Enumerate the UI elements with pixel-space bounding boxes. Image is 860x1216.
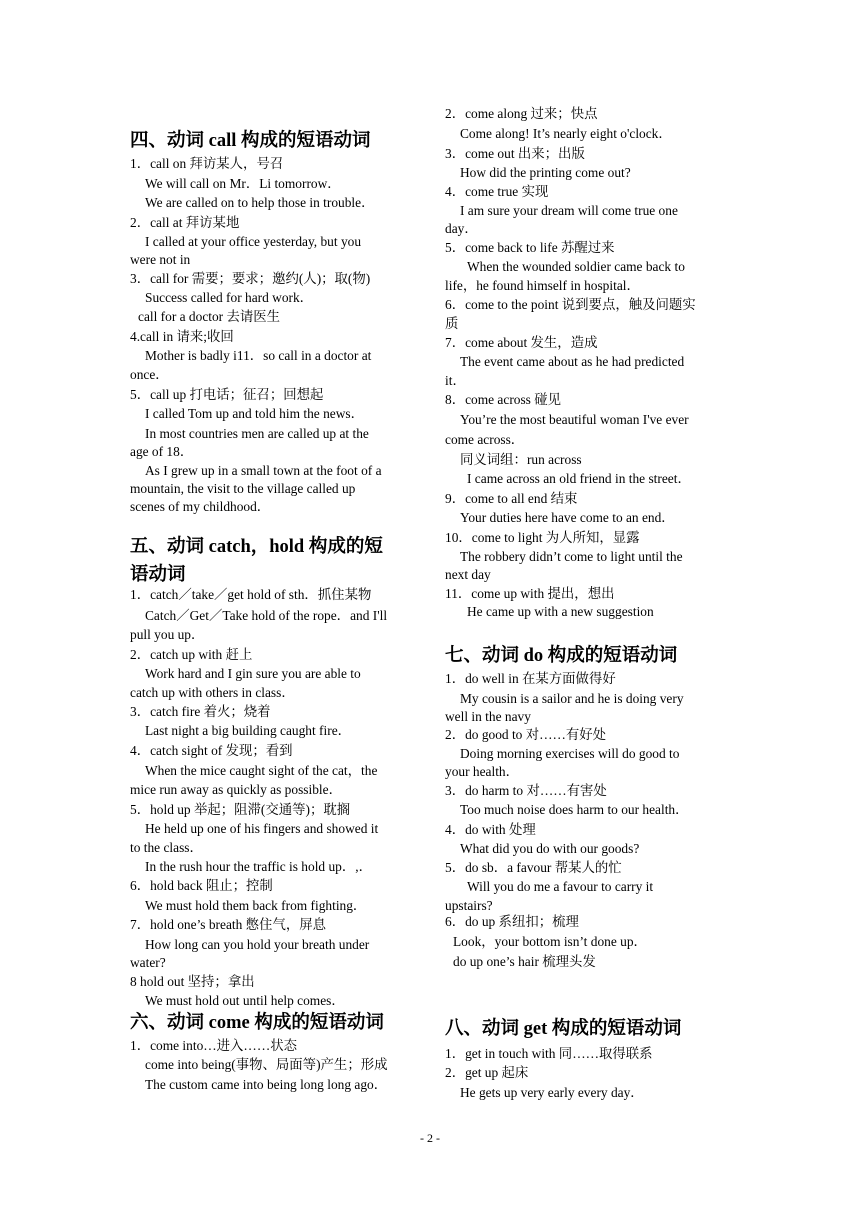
text-line: 5．do sb．a favour 帮某人的忙 bbox=[445, 860, 622, 875]
text-line: I am sure your dream will come true one bbox=[460, 203, 678, 218]
text-line: I came across an old friend in the street． bbox=[467, 471, 691, 486]
text-line: 7．hold one’s breath 憋住气，屏息 bbox=[130, 917, 327, 932]
section-heading: 六、动词 come 构成的短语动词 bbox=[130, 1013, 384, 1033]
text-line: life，he found himself in hospital． bbox=[445, 278, 640, 293]
text-line: your health． bbox=[445, 764, 520, 779]
text-line: 质 bbox=[445, 316, 459, 331]
text-line: When the mice caught sight of the cat，the bbox=[145, 763, 378, 778]
text-line: We will call on Mr．Li tomorrow． bbox=[145, 176, 341, 191]
text-line: 6．hold back 阻止；控制 bbox=[130, 878, 273, 893]
text-line: 1．get in touch with 同……取得联系 bbox=[445, 1046, 653, 1061]
text-line: 1．catch／take／get hold of sth．抓住某物 bbox=[130, 587, 372, 602]
text-line: catch up with others in class． bbox=[130, 685, 295, 700]
text-line: How did the printing come out? bbox=[460, 165, 631, 180]
text-line: 3．come out 出来；出版 bbox=[445, 146, 585, 161]
text-line: He held up one of his fingers and showed it bbox=[145, 821, 379, 836]
section-heading: 语动词 bbox=[130, 565, 186, 585]
text-line: Too much noise does harm to our health． bbox=[460, 802, 689, 817]
text-line: 3．call for 需要；要求；邀约(人)；取(物) bbox=[130, 271, 371, 286]
text-line: 5．call up 打电话；征召；回想起 bbox=[130, 387, 324, 402]
text-line: 5．hold up 举起；阻滞(交通等)；耽搁 bbox=[130, 802, 351, 817]
text-line: well in the navy bbox=[445, 709, 531, 724]
text-line: scenes of my childhood． bbox=[130, 499, 271, 514]
text-line: Work hard and I gin sure you are able to bbox=[145, 666, 361, 681]
section-heading: 五、动词 catch，hold 构成的短 bbox=[130, 537, 383, 557]
text-line: 8．come across 碰见 bbox=[445, 392, 562, 407]
text-line: The robbery didn’t come to light until the bbox=[460, 549, 683, 564]
text-line: 2．call at 拜访某地 bbox=[130, 215, 240, 230]
text-line: How long can you hold your breath under bbox=[145, 937, 370, 952]
text-line: As I grew up in a small town at the foot of a bbox=[145, 463, 382, 478]
text-line: 4．do with 处理 bbox=[445, 822, 536, 837]
text-line: call for a doctor 去请医生 bbox=[138, 309, 281, 324]
page-number: - 2 - bbox=[420, 1131, 440, 1145]
text-line: Mother is badly i11．so call in a doctor at bbox=[145, 348, 372, 363]
text-line: 3．do harm to 对……有害处 bbox=[445, 783, 607, 798]
text-line: He came up with a new suggestion bbox=[467, 604, 654, 619]
text-line: age of 18． bbox=[130, 444, 194, 459]
section-heading: 四、动词 call 构成的短语动词 bbox=[130, 131, 371, 151]
text-line: it． bbox=[445, 373, 466, 388]
text-line: 8 hold out 坚持；拿出 bbox=[130, 974, 255, 989]
text-line: 4．come true 实现 bbox=[445, 184, 549, 199]
text-line: 1．call on 拜访某人，号召 bbox=[130, 156, 284, 171]
text-line: We must hold out until help comes． bbox=[145, 993, 345, 1008]
text-line: Your duties here have come to an end． bbox=[460, 510, 675, 525]
text-line: 2．catch up with 赶上 bbox=[130, 647, 253, 662]
text-line: were not in bbox=[130, 252, 191, 267]
text-line: Come along! It’s nearly eight o'clock． bbox=[460, 126, 672, 141]
text-line: 7．come about 发生，造成 bbox=[445, 335, 598, 350]
text-line: come across． bbox=[445, 432, 525, 447]
text-line: 6．come to the point 说到要点，触及问题实 bbox=[445, 297, 696, 312]
text-line: do up one’s hair 梳理头发 bbox=[453, 954, 596, 969]
text-line: to the class． bbox=[130, 840, 203, 855]
text-line: I called Tom up and told him the news． bbox=[145, 406, 364, 421]
text-line: 2．do good to 对……有好处 bbox=[445, 727, 607, 742]
section-heading: 七、动词 do 构成的短语动词 bbox=[445, 646, 678, 666]
text-line: once． bbox=[130, 367, 169, 382]
text-line: What did you do with our goods? bbox=[460, 841, 640, 856]
text-line: 同义词组：run across bbox=[460, 452, 582, 467]
text-line: mice run away as quickly as possible． bbox=[130, 782, 342, 797]
text-line: 11．come up with 提出，想出 bbox=[445, 586, 615, 601]
text-line: day． bbox=[445, 221, 478, 236]
text-line: 2．get up 起床 bbox=[445, 1065, 529, 1080]
text-line: I called at your office yesterday, but you bbox=[145, 234, 362, 249]
text-line: water? bbox=[130, 955, 166, 970]
text-line: Will you do me a favour to carry it bbox=[467, 879, 654, 894]
text-line: Success called for hard work． bbox=[145, 290, 314, 305]
text-line: We must hold them back from fighting． bbox=[145, 898, 367, 913]
section-heading: 八、动词 get 构成的短语动词 bbox=[445, 1019, 682, 1039]
text-line: Catch／Get／Take hold of the rope．and I'll bbox=[145, 608, 388, 623]
text-line: 4．catch sight of 发现；看到 bbox=[130, 743, 293, 758]
text-line: 4.call in 请来;收回 bbox=[130, 329, 234, 344]
text-line: 10．come to light 为人所知，显露 bbox=[445, 530, 640, 545]
text-line: 1．do well in 在某方面做得好 bbox=[445, 671, 616, 686]
text-line: He gets up very early every day． bbox=[460, 1085, 644, 1100]
text-line: Doing morning exercises will do good to bbox=[460, 746, 680, 761]
text-line: next day bbox=[445, 567, 491, 582]
text-line: The custom came into being long long ago． bbox=[145, 1077, 388, 1092]
text-line: 1．come into…进入……状态 bbox=[130, 1038, 297, 1053]
text-line: In most countries men are called up at the bbox=[145, 426, 369, 441]
text-line: 9．come to all end 结束 bbox=[445, 491, 578, 506]
text-line: 3．catch fire 着火；烧着 bbox=[130, 704, 271, 719]
text-line: My cousin is a sailor and he is doing very bbox=[460, 691, 684, 706]
text-line: upstairs? bbox=[445, 898, 493, 913]
text-line: In the rush hour the traffic is hold up．,． bbox=[145, 859, 372, 874]
text-line: You’re the most beautiful woman I've ever bbox=[460, 412, 689, 427]
text-line: Last night a big building caught fire． bbox=[145, 723, 352, 738]
text-line: 5．come back to life 苏醒过来 bbox=[445, 240, 615, 255]
text-line: Look，your bottom isn’t done up． bbox=[453, 934, 647, 949]
text-line: come into being(事物、局面等)产生；形成 bbox=[145, 1057, 388, 1072]
text-line: 2．come along 过来；快点 bbox=[445, 106, 598, 121]
text-line: We are called on to help those in trouble． bbox=[145, 195, 375, 210]
text-line: When the wounded soldier came back to bbox=[467, 259, 685, 274]
text-line: The event came about as he had predicted bbox=[460, 354, 685, 369]
text-line: pull you up． bbox=[130, 627, 205, 642]
text-line: mountain, the visit to the village called up bbox=[130, 481, 356, 496]
text-line: 6．do up 系纽扣；梳理 bbox=[445, 914, 579, 929]
